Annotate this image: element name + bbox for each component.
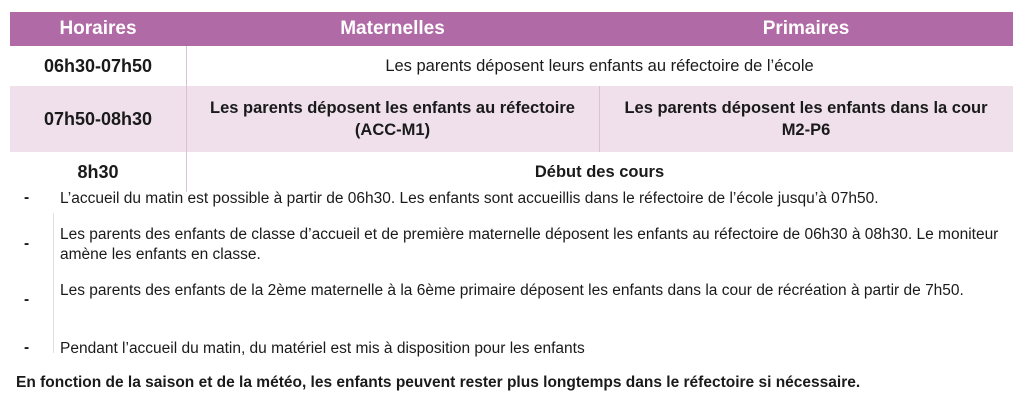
header-primaires: Primaires	[762, 18, 850, 39]
list-item	[10, 223, 1013, 267]
list-item	[10, 187, 1013, 209]
table-row	[10, 152, 1013, 192]
column-divider	[186, 46, 187, 192]
header-maternelles: Maternelles	[340, 18, 445, 39]
row-primaires-text: Les parents déposent les enfants dans la cour M2-P6	[624, 99, 988, 139]
list-item	[10, 335, 1013, 357]
row-time: 07h50-08h30	[43, 108, 153, 129]
row-text: Les parents déposent leurs enfants au réfectoire de l’école	[385, 56, 814, 75]
bullet-text: Les parents des enfants de la 2ème maternelle à la 6ème primaire déposent les enfants dans la cour de récréation à partir de 7h50.	[60, 282, 964, 299]
bullet-text: L’accueil du matin est possible à partir de 06h30. Les enfants sont accueillis dans le réfectoire de l’école jusqu’à 07h50.	[60, 190, 879, 207]
bullet-text: Pendant l’accueil du matin, du matériel est mis à disposition pour les enfants	[60, 340, 585, 357]
bullet-dash: -	[24, 339, 30, 356]
bullet-dash: -	[24, 235, 30, 252]
column-divider	[599, 86, 600, 152]
row-time: 06h30-07h50	[43, 55, 153, 76]
bullet-text: Les parents des enfants de classe d’accueil et de première maternelle déposent les enfants au réfectoire de 06h30 à 08h30. Le moniteur amène les enfants en classe.	[60, 226, 999, 263]
header-horaires: Horaires	[59, 18, 137, 39]
row-text: Début des cours	[534, 162, 665, 181]
table-row	[10, 46, 1013, 86]
table-row	[10, 86, 1013, 152]
row-time: 8h30	[77, 161, 119, 182]
table-header	[10, 12, 1013, 46]
bullet-dash: -	[24, 189, 30, 206]
list-item	[10, 279, 1013, 323]
schedule-table	[10, 12, 1013, 182]
row-maternelles-text: Les parents déposent les enfants au réfectoire (ACC-M1)	[210, 99, 575, 139]
bullet-dash: -	[24, 291, 30, 308]
footer-note: En fonction de la saison et de la météo, les enfants peuvent rester plus longtemps dans le réfectoire si nécessaire.	[16, 374, 861, 391]
